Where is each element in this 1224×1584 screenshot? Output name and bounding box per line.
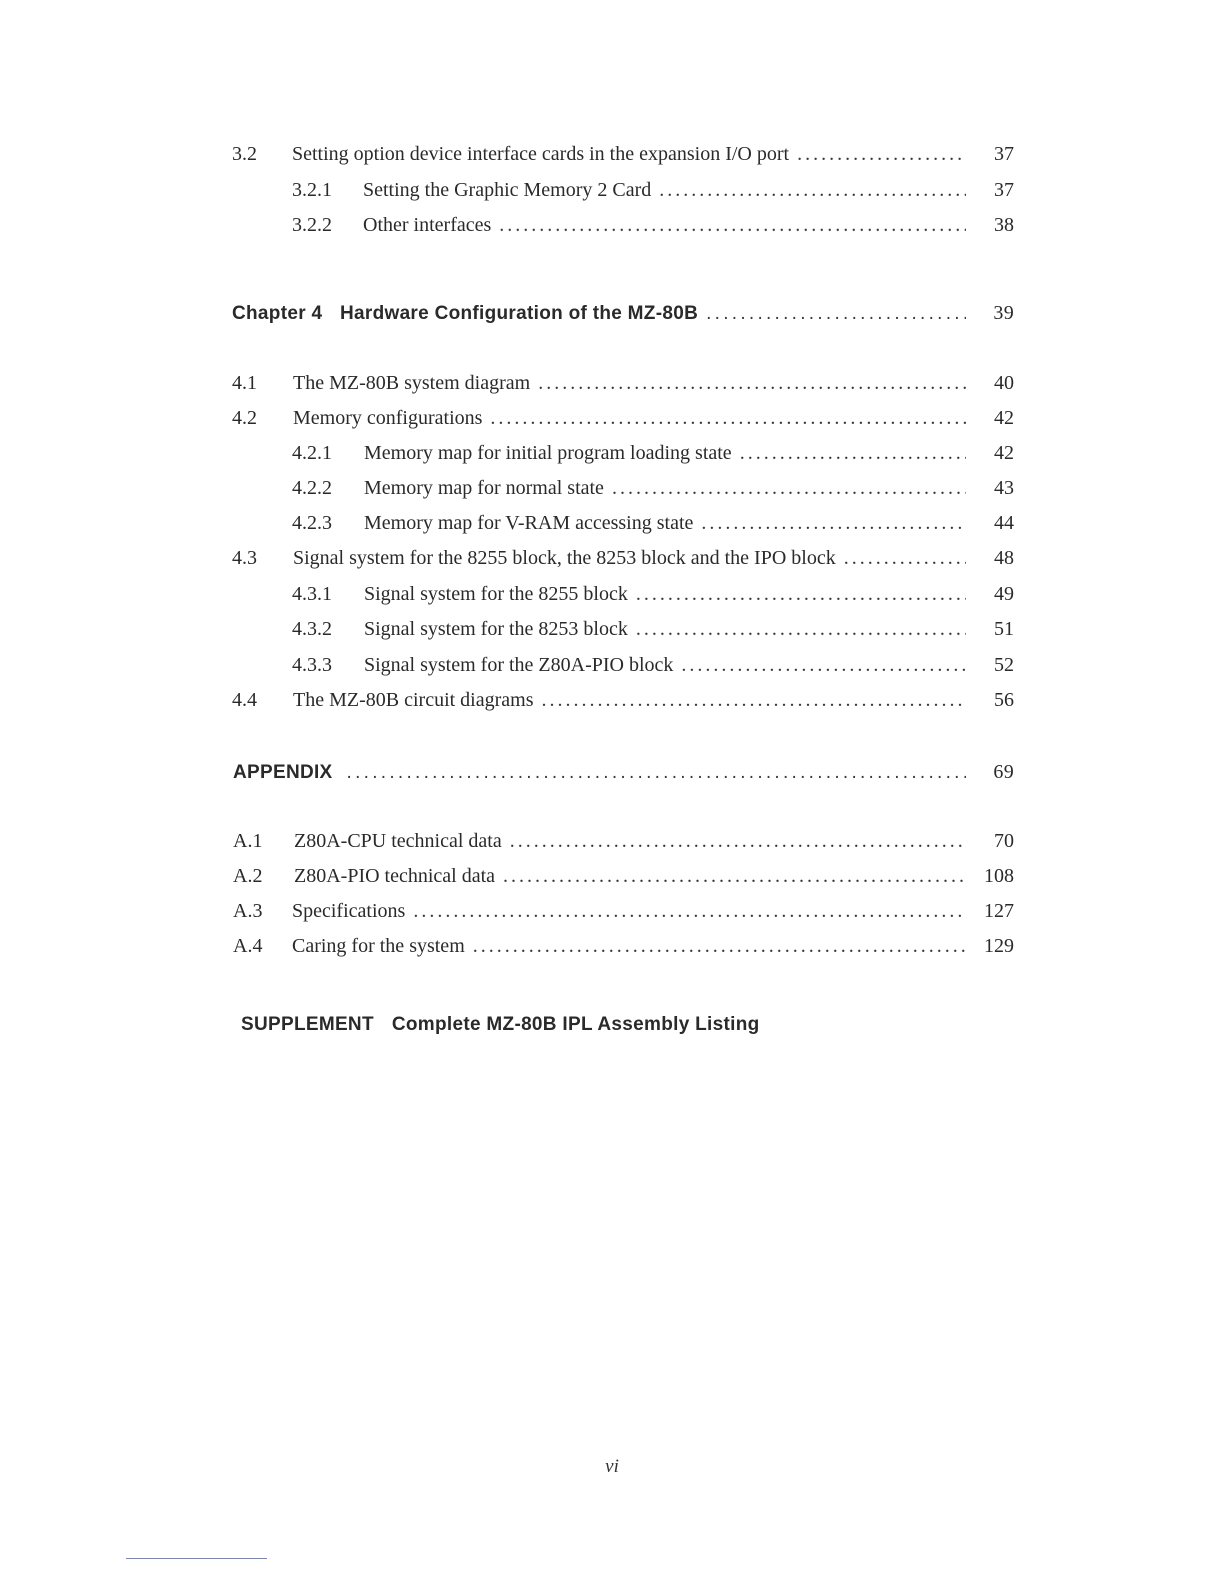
toc-entry-page: 127 <box>984 900 1014 922</box>
page-number: vi <box>605 1456 619 1477</box>
toc-entry[interactable] <box>292 579 1014 609</box>
dot-leader <box>740 438 966 468</box>
dot-leader <box>844 543 966 573</box>
dot-leader <box>413 896 966 926</box>
toc-entry-number: 4.3 <box>232 547 257 569</box>
toc-entry-number: A.1 <box>233 830 263 852</box>
chapter-title: Hardware Configuration of the MZ-80B <box>340 303 699 324</box>
toc-entry-title: Memory configurations <box>293 407 483 429</box>
dot-leader <box>706 299 966 329</box>
toc-entry[interactable] <box>292 614 1014 644</box>
toc-entry-title: Signal system for the Z80A-PIO block <box>364 654 674 676</box>
toc-entry-title: The MZ-80B system diagram <box>293 372 531 394</box>
dot-leader <box>681 650 966 680</box>
toc-entry-title: Memory map for V-RAM accessing state <box>364 512 694 534</box>
toc-entry-title: Caring for the system <box>292 935 465 957</box>
toc-entry-title: Signal system for the 8255 block <box>364 583 628 605</box>
toc-appendix-entry[interactable] <box>233 757 1014 787</box>
toc-entry-page: 42 <box>994 407 1014 429</box>
toc-entry[interactable] <box>292 650 1014 680</box>
dot-leader <box>659 175 966 205</box>
toc-entry-number: A.4 <box>233 935 263 957</box>
dot-leader <box>499 210 966 240</box>
toc-entry-title: Signal system for the 8253 block <box>364 618 628 640</box>
toc-entry[interactable] <box>292 210 1014 240</box>
toc-entry-number: 4.2.3 <box>292 512 332 534</box>
toc-entry-page: 40 <box>994 372 1014 394</box>
toc-entry-page: 56 <box>994 689 1014 711</box>
toc-entry-page: 37 <box>994 143 1014 165</box>
dot-leader <box>503 861 966 891</box>
toc-entry-title: Z80A-PIO technical data <box>294 865 496 887</box>
toc-entry-title: Z80A-CPU technical data <box>294 830 502 852</box>
toc-chapter-entry[interactable] <box>232 298 1014 328</box>
toc-entry-page: 69 <box>993 761 1014 783</box>
toc-entry-page: 48 <box>994 547 1014 569</box>
toc-entry[interactable] <box>233 931 1014 961</box>
toc-entry-title: Specifications <box>292 900 406 922</box>
toc-entry-number: 3.2.2 <box>292 214 332 236</box>
toc-entry-number: 4.2 <box>232 407 257 429</box>
toc-entry[interactable] <box>233 826 1014 856</box>
toc-entry-page: 43 <box>994 477 1014 499</box>
toc-entry-page: 51 <box>994 618 1014 640</box>
toc-entry-number: 4.4 <box>232 689 257 711</box>
toc-entry-number: 4.1 <box>232 372 257 394</box>
toc-entry[interactable] <box>232 368 1014 398</box>
toc-entry-title: The MZ-80B circuit diagrams <box>293 689 534 711</box>
toc-entry-page: 42 <box>994 442 1014 464</box>
toc-entry-number: A.3 <box>233 900 263 922</box>
toc-entry[interactable] <box>232 685 1014 715</box>
chapter-number: Chapter 4 <box>232 303 323 324</box>
toc-entry-number: 4.2.2 <box>292 477 332 499</box>
toc-entry-page: 38 <box>994 214 1014 236</box>
toc-entry-title: Other interfaces <box>363 214 492 236</box>
toc-entry-page: 37 <box>994 179 1014 201</box>
dot-leader <box>636 579 966 609</box>
dot-leader <box>701 508 966 538</box>
toc-entry-page: 44 <box>994 512 1014 534</box>
toc-entry-page: 49 <box>994 583 1014 605</box>
toc-entry[interactable] <box>232 543 1014 573</box>
dot-leader <box>510 826 966 856</box>
toc-entry-page: 70 <box>994 830 1014 852</box>
dot-leader <box>473 931 966 961</box>
dot-leader <box>490 403 966 433</box>
supplement-entry[interactable] <box>241 1010 760 1040</box>
toc-entry[interactable] <box>233 861 1014 891</box>
toc-entry-page: 52 <box>994 654 1014 676</box>
toc-entry-number: 4.3.2 <box>292 618 332 640</box>
toc-entry-title: Memory map for initial program loading state <box>364 442 732 464</box>
toc-entry-number: 3.2.1 <box>292 179 332 201</box>
toc-entry-title: Setting the Graphic Memory 2 Card <box>363 179 652 201</box>
toc-entry-number: 4.2.1 <box>292 442 332 464</box>
toc-entry[interactable] <box>292 473 1014 503</box>
appendix-title: APPENDIX <box>233 762 333 783</box>
dot-leader <box>636 614 966 644</box>
toc-entry[interactable] <box>292 438 1014 468</box>
toc-entry-page: 39 <box>993 302 1014 324</box>
toc-entry-number: A.2 <box>233 865 263 887</box>
toc-entry[interactable] <box>232 403 1014 433</box>
dot-leader <box>347 758 966 788</box>
toc-entry-number: 4.3.1 <box>292 583 332 605</box>
toc-entry[interactable] <box>233 896 1014 926</box>
toc-entry-title: Setting option device interface cards in the expansion I/O port <box>292 143 790 165</box>
footer-rule <box>126 1558 267 1559</box>
toc-entry[interactable] <box>232 139 1014 169</box>
dot-leader <box>542 685 967 715</box>
toc-entry[interactable] <box>292 175 1014 205</box>
toc-entry-page: 108 <box>984 865 1014 887</box>
dot-leader <box>797 139 966 169</box>
toc-entry[interactable] <box>292 508 1014 538</box>
dot-leader <box>538 368 966 398</box>
supplement-title: Complete MZ-80B IPL Assembly Listing <box>391 1014 760 1035</box>
toc-entry-number: 4.3.3 <box>292 654 332 676</box>
supplement-label: SUPPLEMENT <box>241 1014 374 1035</box>
toc-entry-number: 3.2 <box>232 143 257 165</box>
dot-leader <box>612 473 966 503</box>
toc-entry-title: Signal system for the 8255 block, the 8253 block and the IPO block <box>293 547 836 569</box>
toc-entry-page: 129 <box>984 935 1014 957</box>
toc-entry-title: Memory map for normal state <box>364 477 604 499</box>
